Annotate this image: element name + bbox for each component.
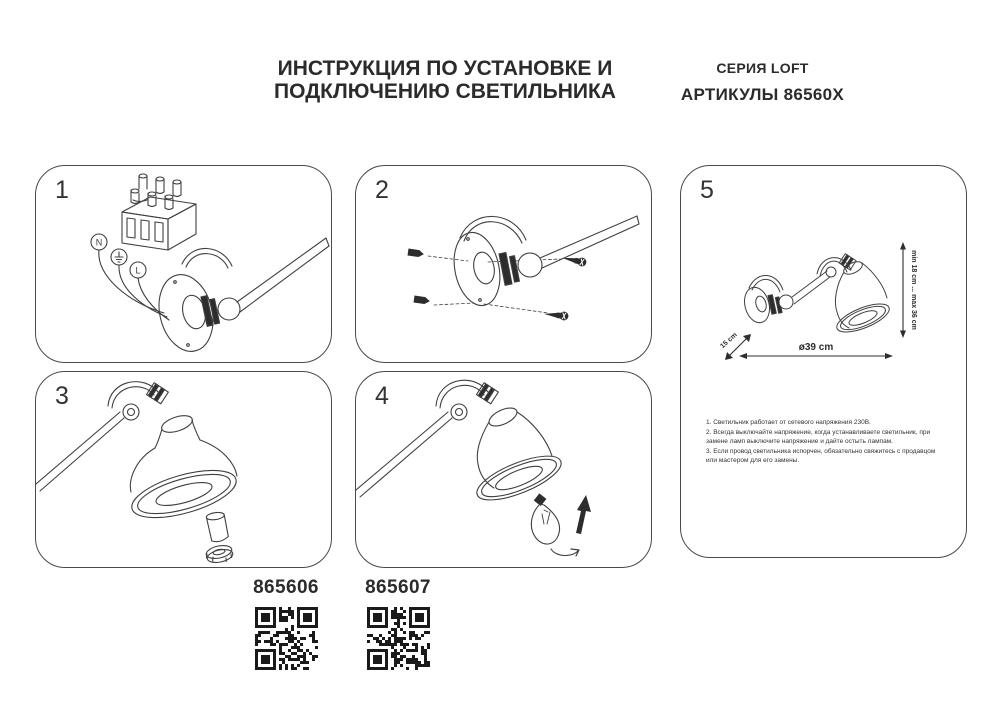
lamp-shade xyxy=(472,404,567,508)
note-line: 3. Если провод светильника испорчен, обязательно свяжитесь с продавцом или мастером для его замены. xyxy=(706,448,936,465)
step2-mounting-illustration xyxy=(356,166,651,362)
qr-code-2 xyxy=(367,607,430,670)
qr-code-1 xyxy=(255,607,318,670)
step1-wiring-illustration xyxy=(36,166,331,362)
panel-step-2 xyxy=(355,165,652,363)
step-number-2: 2 xyxy=(375,176,389,204)
page-title xyxy=(250,57,640,103)
step5-dimensions-illustration xyxy=(681,166,966,557)
dim-width-label: ø39 cm xyxy=(798,342,834,353)
page-title-line1: ИНСТРУКЦИЯ ПО УСТАНОВКЕ И xyxy=(277,57,613,80)
product-variant-1 xyxy=(230,577,342,675)
note-line: 2. Всегда выключайте напряжение, когда устанавливаете светильник, при замене ламп выключите напряжение и дайте остыть лампам. xyxy=(706,429,931,446)
label-n: N xyxy=(95,237,103,248)
article-number-2: 865607 xyxy=(365,577,431,598)
articles-code: АРТИКУЛЫ 86560X xyxy=(680,85,845,104)
lamp-arm xyxy=(36,412,124,491)
lamp-arm xyxy=(792,271,830,304)
note-line: 1. Светильник работает от сетевого напряжения 230В. xyxy=(706,419,871,426)
safety-notes xyxy=(706,419,948,467)
product-variant-2 xyxy=(342,577,454,675)
shade-ring xyxy=(205,543,234,564)
light-bulb xyxy=(531,493,559,544)
rotate-arrow xyxy=(551,549,579,556)
insert-arrow xyxy=(576,495,591,534)
page-title-line2: ПОДКЛЮЧЕНИЮ СВЕТИЛЬНИКА xyxy=(274,80,616,103)
label-l: L xyxy=(135,265,141,276)
panel-step-5 xyxy=(680,165,967,558)
screws xyxy=(544,254,588,321)
panel-step-4 xyxy=(355,371,652,568)
series-name: СЕРИЯ LOFT xyxy=(716,60,809,76)
panel-step-1 xyxy=(35,165,332,363)
step-number-4: 4 xyxy=(375,382,389,410)
lamp-shade xyxy=(127,412,241,527)
dim-height-label: min 18 cm ... max 36 cm xyxy=(910,250,917,330)
step4-bulb-installation-illustration xyxy=(356,372,651,567)
wires xyxy=(99,250,169,320)
wall-plugs xyxy=(408,249,431,305)
terminal-block xyxy=(122,174,196,250)
step3-shade-assembly-illustration xyxy=(36,372,331,567)
lamp-arm xyxy=(237,238,329,312)
socket-sleeve xyxy=(206,511,229,542)
panel-step-3 xyxy=(35,371,332,568)
step-number-1: 1 xyxy=(55,176,69,204)
lamp-arm xyxy=(540,216,639,268)
series-block xyxy=(630,60,895,105)
step-number-3: 3 xyxy=(55,382,69,410)
terminal-screws xyxy=(131,174,181,210)
swivel-knuckle xyxy=(201,296,240,327)
dim-depth-label: 15 cm xyxy=(719,331,739,351)
earth-icon xyxy=(111,249,127,265)
lamp-arm xyxy=(356,412,452,497)
article-number-1: 865606 xyxy=(253,577,319,598)
swivel-knuckle xyxy=(768,295,793,315)
step-number-5: 5 xyxy=(700,176,714,204)
swivel-knuckle xyxy=(499,253,542,286)
lamp-shade xyxy=(833,259,892,338)
